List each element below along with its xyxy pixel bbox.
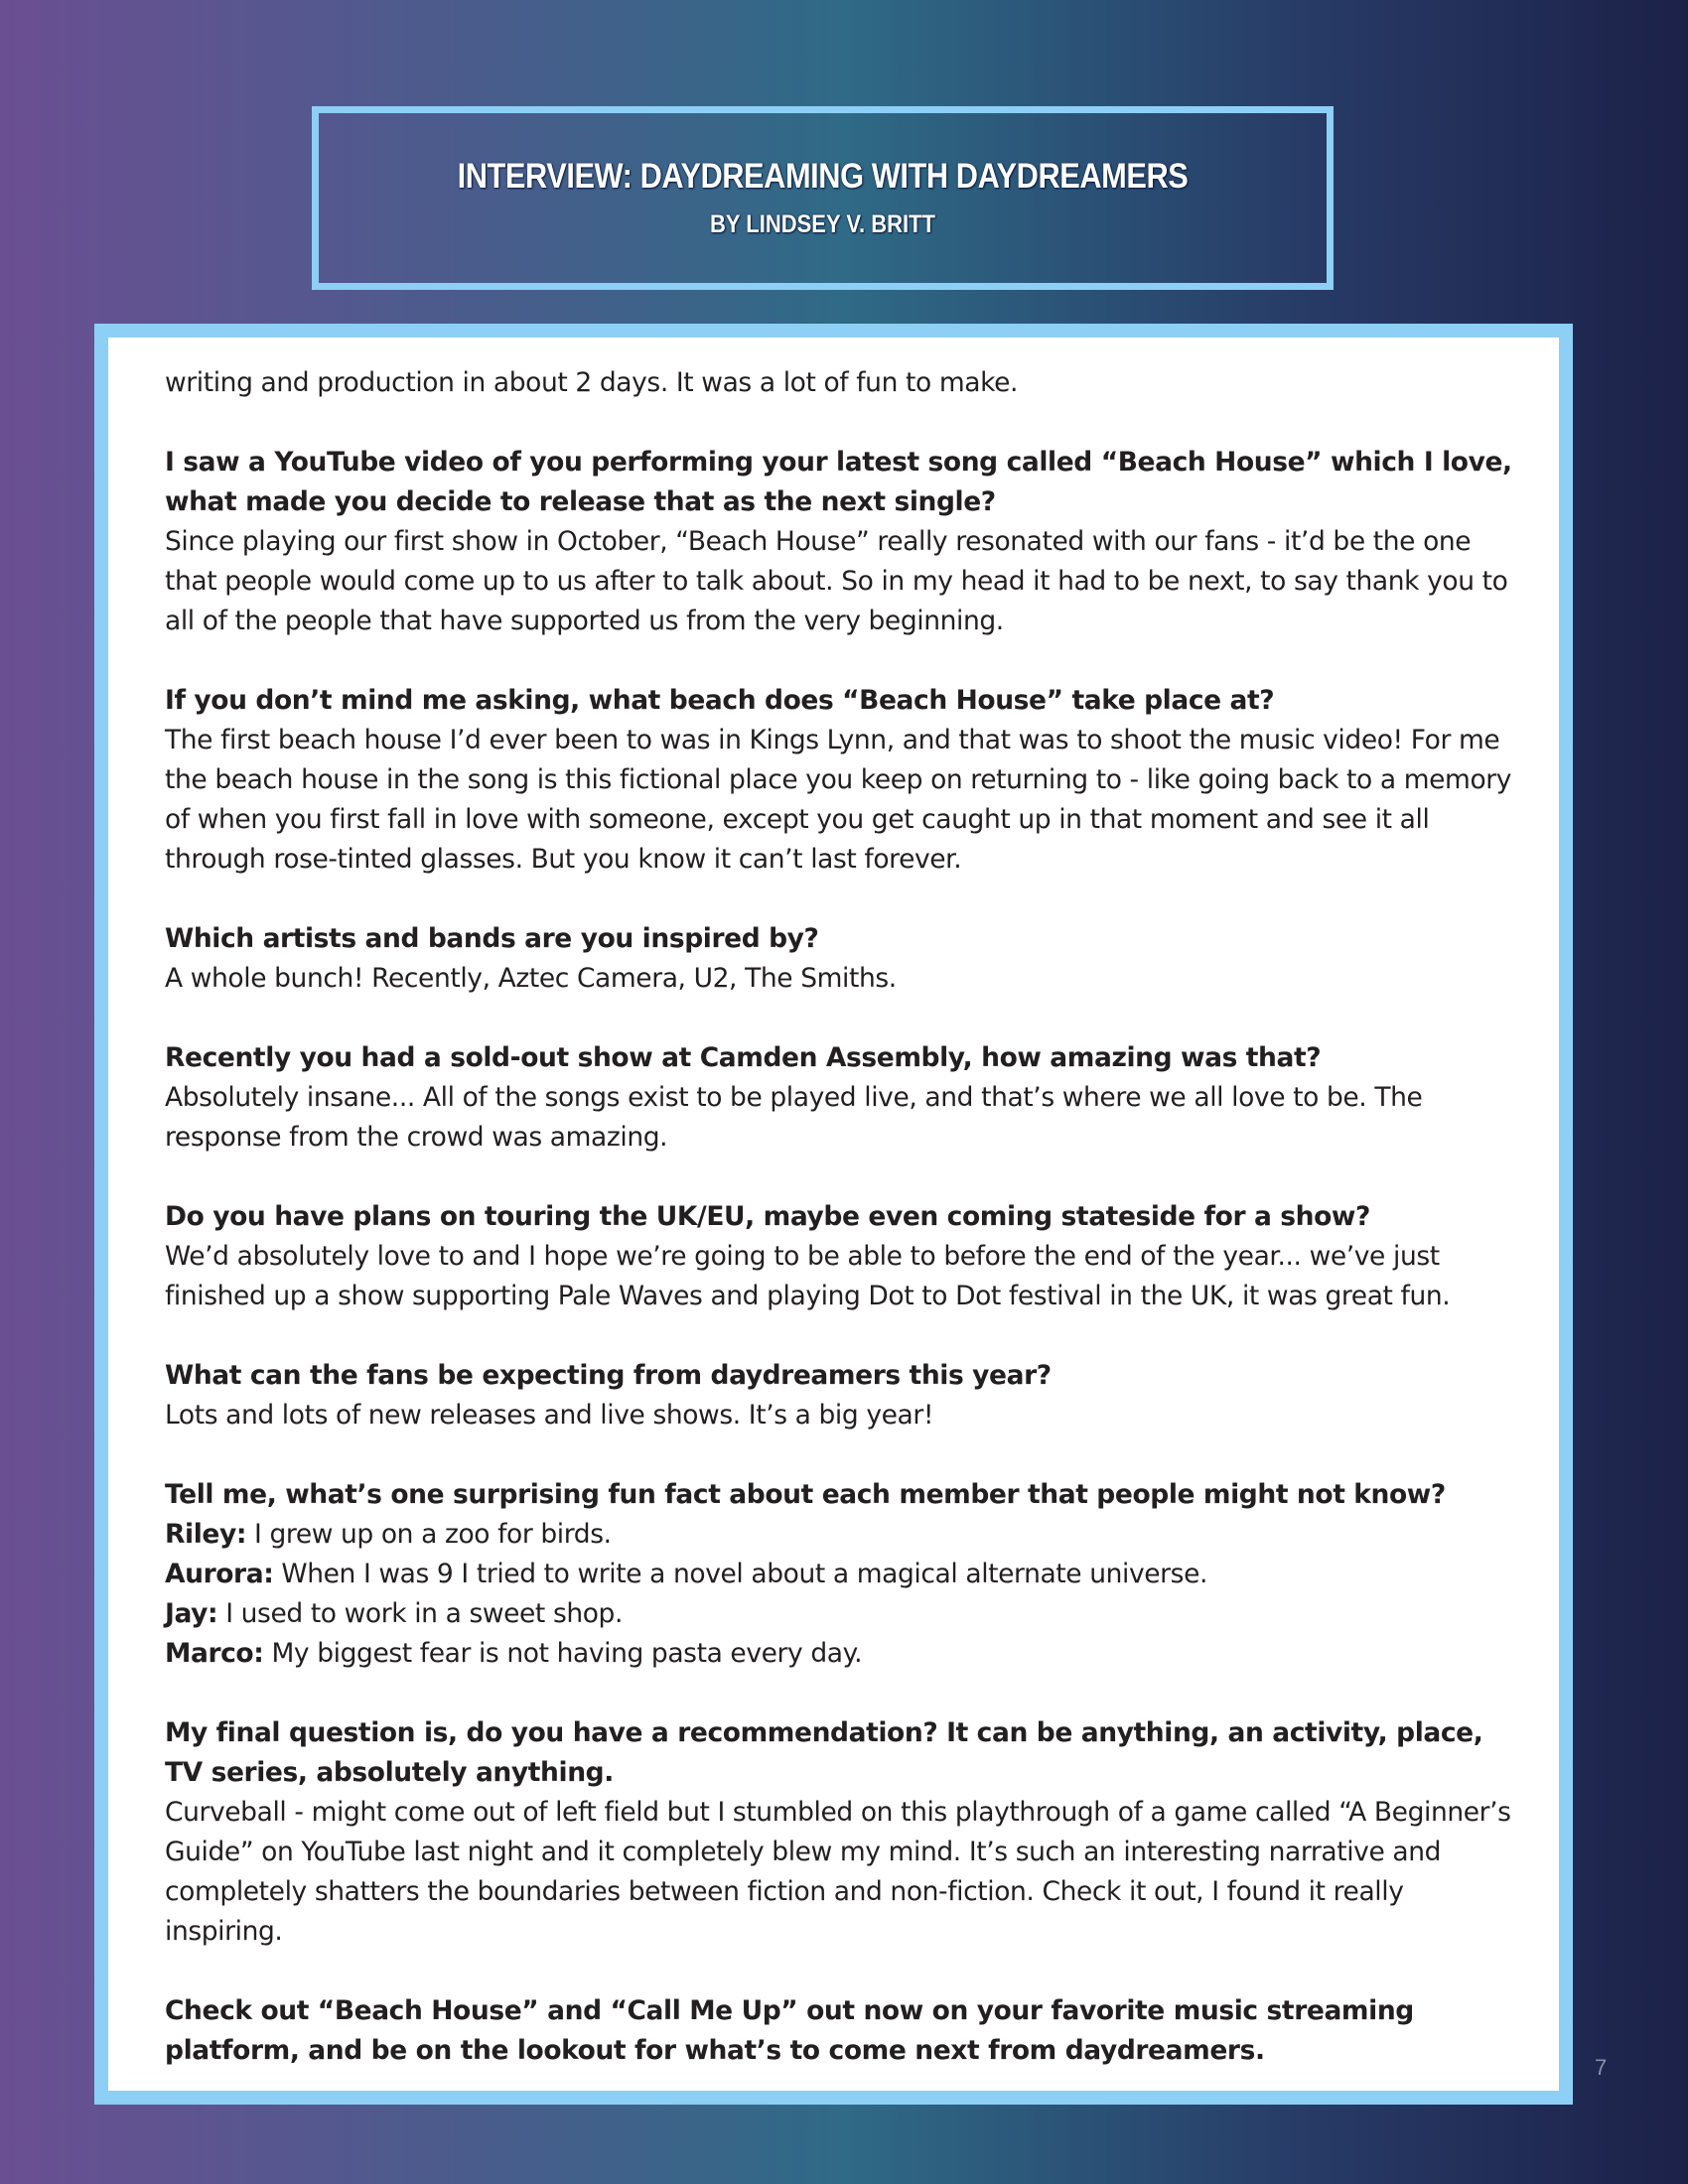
member-fact-text: When I was 9 I tried to write a novel about a magical alternate universe. — [273, 1559, 1207, 1589]
intro-paragraph: writing and production in about 2 days. It was a lot of fun to make. — [165, 367, 1019, 398]
member-fact-text: I grew up on a zoo for birds. — [246, 1519, 612, 1550]
qa-block — [165, 1038, 1519, 1158]
final-qa-block — [165, 1713, 1519, 1952]
answer: The first beach house I’d ever been to was in Kings Lynn, and that was to shoot the music video! For me the beach house in the song is this fictional place you keep on returning to - like going back to a memory of when you first fall in love with someone, except you get caught up in that moment and see it all through rose-tinted glasses. But you know it can’t last forever. — [165, 725, 1512, 875]
member-fact — [165, 1515, 1519, 1555]
question: What can the fans be expecting from daydreamers this year? — [165, 1360, 1052, 1391]
member-name: Aurora: — [165, 1559, 274, 1589]
page-number: 7 — [1595, 2055, 1608, 2080]
fun-facts-block — [165, 1475, 1519, 1674]
qa-block — [165, 443, 1519, 641]
question: I saw a YouTube video of you performing your latest song called “Beach House” which I love, what made you decide to release that as the next single? — [165, 447, 1512, 517]
member-fact-text: I used to work in a sweet shop. — [217, 1598, 624, 1629]
member-name: Jay: — [165, 1598, 218, 1629]
article-body — [94, 324, 1573, 2105]
qa-block — [165, 919, 1519, 999]
article-title: INTERVIEW: DAYDREAMING WITH DAYDREAMERS — [457, 157, 1189, 196]
member-fact-text: My biggest fear is not having pasta every day. — [263, 1638, 863, 1669]
question: Recently you had a sold-out show at Camden Assembly, how amazing was that? — [165, 1042, 1322, 1073]
question: If you don’t mind me asking, what beach does “Beach House” take place at? — [165, 685, 1275, 716]
member-fact — [165, 1634, 1519, 1674]
closing-text: Check out “Beach House” and “Call Me Up” out now on your favorite music streaming platform, and be on the lookout for what’s to come next from daydreamers. — [165, 1995, 1414, 2066]
answer: Absolutely insane... All of the songs exist to be played live, and that’s where we all love to be. The response from the crowd was amazing. — [165, 1082, 1423, 1153]
question: Tell me, what’s one surprising fun fact about each member that people might not know? — [165, 1479, 1446, 1510]
member-name: Marco: — [165, 1638, 264, 1669]
qa-block — [165, 681, 1519, 880]
closing-paragraph — [165, 1991, 1519, 2071]
header-box — [312, 106, 1334, 290]
answer: Since playing our first show in October, “Beach House” really resonated with our fans - it’d be the one that people would come up to us after to talk about. So in my head it had to be next, to say thank you to all of the people that have supported us from the very beginning. — [165, 526, 1508, 636]
article-byline: BY LINDSEY V. BRITT — [710, 210, 935, 238]
qa-block — [165, 1197, 1519, 1316]
answer: A whole bunch! Recently, Aztec Camera, U2, The Smiths. — [165, 963, 897, 994]
member-name: Riley: — [165, 1519, 247, 1550]
member-fact — [165, 1594, 1519, 1634]
answer: Curveball - might come out of left field but I stumbled on this playthrough of a game called “A Beginner’s Guide” on YouTube last night and it completely blew my mind. It’s such an interesting narrative and completely shatters the boundaries between fiction and non-fiction. Check it out, I found it really inspiring. — [165, 1797, 1511, 1947]
qa-block — [165, 1356, 1519, 1435]
question: Which artists and bands are you inspired by? — [165, 923, 819, 954]
answer: Lots and lots of new releases and live shows. It’s a big year! — [165, 1400, 934, 1431]
member-fact — [165, 1555, 1519, 1594]
question: My final question is, do you have a recommendation? It can be anything, an activity, place, TV series, absolutely anything. — [165, 1717, 1483, 1788]
question: Do you have plans on touring the UK/EU, maybe even coming stateside for a show? — [165, 1201, 1370, 1232]
answer: We’d absolutely love to and I hope we’re going to be able to before the end of the year... we’ve just finished up a show supporting Pale Waves and playing Dot to Dot festival in the UK, it was great fun. — [165, 1241, 1451, 1311]
